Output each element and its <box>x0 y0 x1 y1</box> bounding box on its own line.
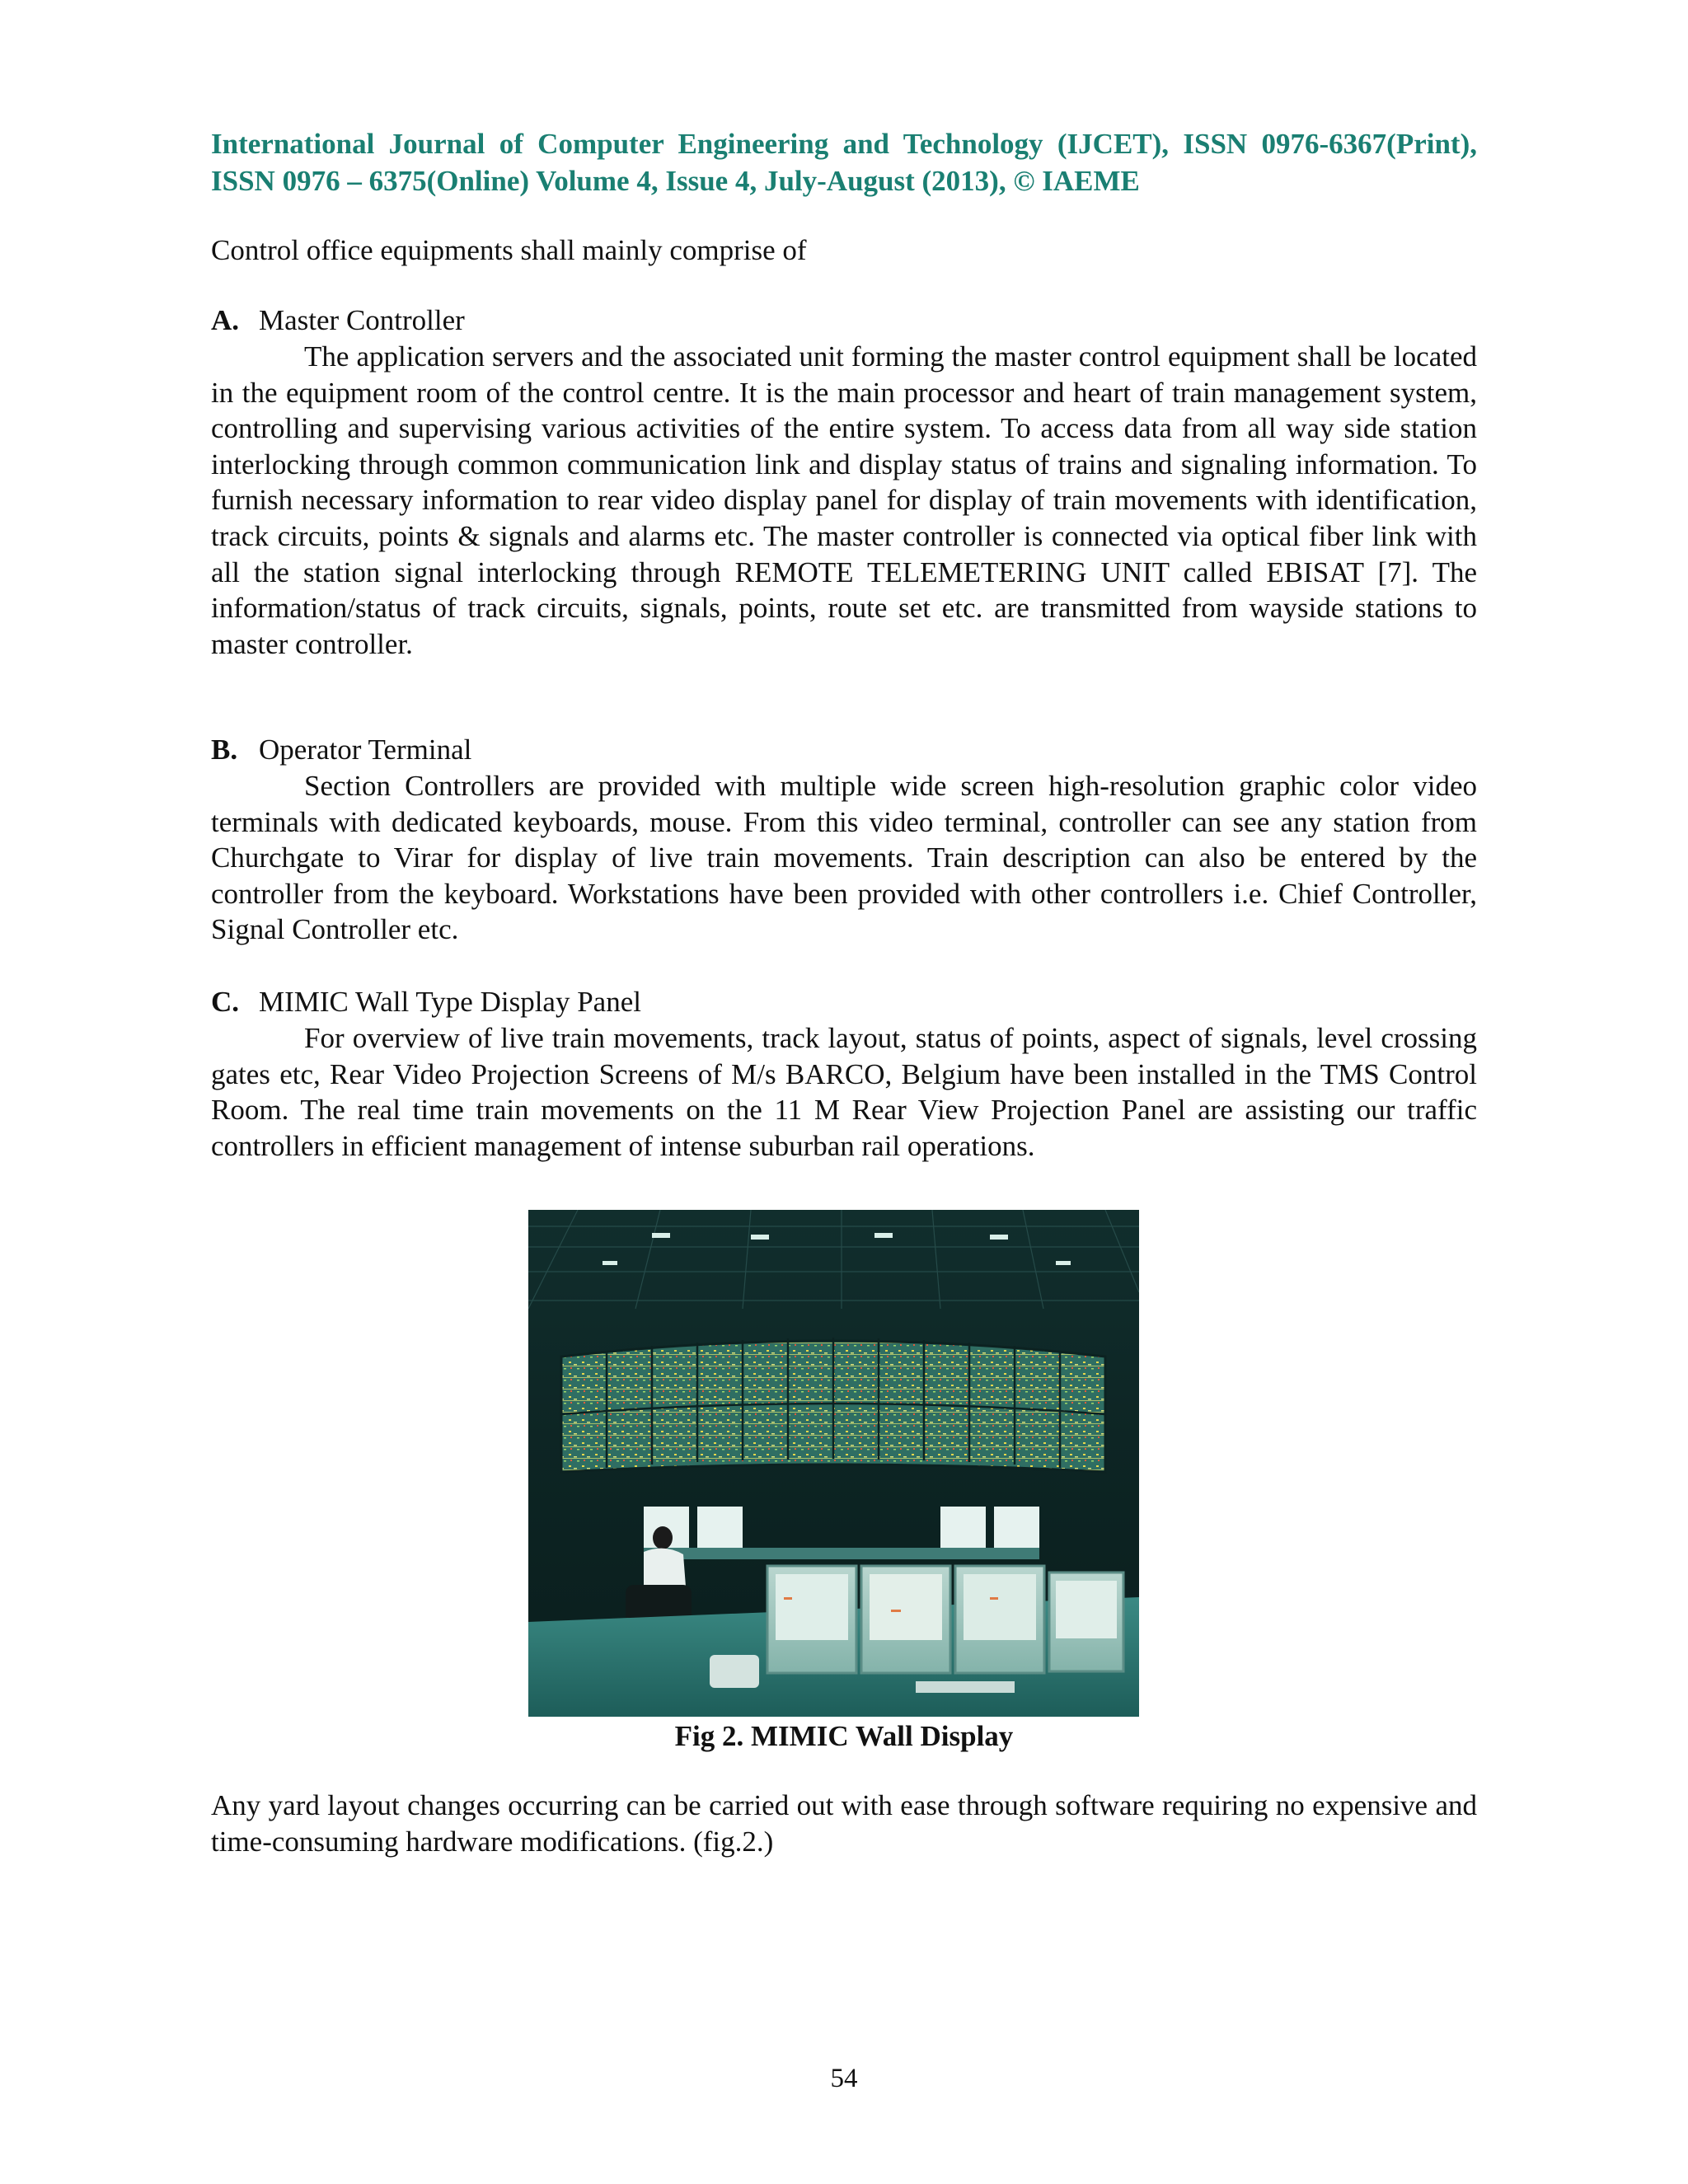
page-number: 54 <box>830 2064 858 2093</box>
section-heading <box>211 984 1477 1020</box>
section-heading <box>211 732 1477 768</box>
section-body: Section Controllers are provided with multiple wide screen high-resolution graphic color video terminals with dedicated keyboards, mouse. From this video terminal, controller can see any station from Churchgate to Virar for display of live train movements. Train description can also be entered by the controller from the keyboard. Workstations have been provided with other controllers i.e. Chief Controller, Signal Controller etc. <box>211 770 1477 946</box>
section-mimic-wall-panel <box>211 984 1477 1164</box>
section-letter: A. <box>211 304 240 336</box>
intro-sentence: Control office equipments shall mainly comprise of <box>211 234 807 266</box>
control-room-photo <box>528 1210 1139 1717</box>
section-letter: B. <box>211 733 238 766</box>
section-letter: C. <box>211 986 240 1018</box>
section-body: For overview of live train movements, track layout, status of points, aspect of signals, level crossing gates etc, Rear Video Projection Screens of M/s BARCO, Belgium have been installed in the TMS Control Room. The real time train movements on the 11 M Rear View Projection Panel are assisting our traffic controllers in efficient management of intense suburban rail operations. <box>211 1022 1477 1162</box>
figure-caption: Fig 2. MIMIC Wall Display <box>674 1720 1014 1752</box>
section-heading <box>211 302 1477 339</box>
section-operator-terminal <box>211 732 1477 948</box>
section-master-controller <box>211 302 1477 662</box>
closing-paragraph: Any yard layout changes occurring can be carried out with ease through software requiring no expensive and time-consuming hardware modifications. (fig.2.) <box>211 1789 1477 1858</box>
section-title: Operator Terminal <box>259 733 472 766</box>
section-body: The application servers and the associated unit forming the master control equipment shall be located in the equipment room of the control centre. It is the main processor and heart of train management system, controlling and supervising various activities of the entire system. To access data from all way side station interlocking through common communication link and display status of trains and signaling information. To furnish necessary information to rear video display panel for display of train movements with identification, track circuits, points & signals and alarms etc. The master controller is connected via optical fiber link with all the station signal interlocking through REMOTE TELEMETERING UNIT called EBISAT [7]. The information/status of track circuits, signals, points, route set etc. are transmitted from wayside stations to master controller. <box>211 340 1477 660</box>
section-title: MIMIC Wall Type Display Panel <box>259 986 641 1018</box>
section-title: Master Controller <box>259 304 465 336</box>
journal-header: International Journal of Computer Engineering and Technology (IJCET), ISSN 0976-6367(Print), ISSN 0976 – 6375(Online) Volume 4, Issue 4, July-August (2013), © IAEME <box>211 128 1477 197</box>
